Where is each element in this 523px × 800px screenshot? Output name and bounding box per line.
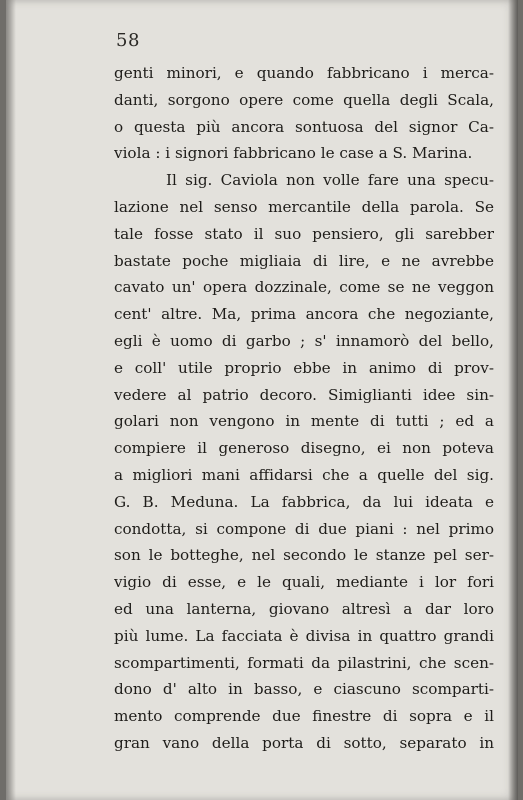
text-line: G. B. Meduna. La fabbrica, da lui ideata e xyxy=(114,492,494,511)
text-line: ed una lanterna, giovano altresì a dar loro xyxy=(114,599,494,618)
text-line: danti, sorgono opere come quella degli Scala, xyxy=(114,90,494,109)
text-line: condotta, si compone di due piani : nel primo xyxy=(114,519,494,538)
text-line: più lume. La facciata è divisa in quattro grandi xyxy=(114,626,494,645)
text-line: genti minori, e quando fabbricano i merca- xyxy=(114,64,494,82)
text-line: o questa più ancora sontuosa del signor Ca- xyxy=(114,117,494,136)
text-line: mento comprende due finestre di sopra e il xyxy=(114,707,494,726)
text-line: e coll' utile proprio ebbe in animo di prov- xyxy=(114,358,494,377)
text-line: son le botteghe, nel secondo le stanze pel ser- xyxy=(114,546,494,565)
text-line: cavato un' opera dozzinale, come se ne veggon xyxy=(114,278,494,297)
page-gutter-shadow xyxy=(6,0,16,800)
paragraph-start-line: Il sig. Caviola non volle fare una specu- xyxy=(166,171,494,190)
text-line: vedere al patrio decoro. Simiglianti idee sin- xyxy=(114,385,494,404)
text-line: a migliori mani affidarsi che a quelle del sig. xyxy=(114,465,494,484)
text-line: tale fosse stato il suo pensiero, gli sarebber xyxy=(114,224,494,243)
page-number: 58 xyxy=(116,30,140,51)
text-line: scompartimenti, formati da pilastrini, che scen- xyxy=(114,653,494,672)
text-line: cent' altre. Ma, prima ancora che negoziante, xyxy=(114,305,494,324)
text-line: viola : i signori fabbricano le case a S. Marina. xyxy=(114,144,473,163)
text-line: gran vano della porta di sotto, separato in xyxy=(114,733,494,752)
text-line: vigio di esse, e le quali, mediante i lor fori xyxy=(114,573,494,592)
text-line: dono d' alto in basso, e ciascuno scomparti- xyxy=(114,680,494,699)
text-line: golari non vengono in mente di tutti ; ed a xyxy=(114,412,494,431)
page-edge-shadow xyxy=(508,0,518,800)
body-text xyxy=(114,60,494,757)
text-line: compiere il generoso disegno, ei non poteva xyxy=(114,439,494,458)
text-line: egli è uomo di garbo ; s' innamorò del bello, xyxy=(114,331,494,350)
text-line: lazione nel senso mercantile della parola. Se xyxy=(114,197,494,216)
book-page xyxy=(6,0,518,800)
text-line: bastate poche migliaia di lire, e ne avrebbe xyxy=(114,251,494,270)
